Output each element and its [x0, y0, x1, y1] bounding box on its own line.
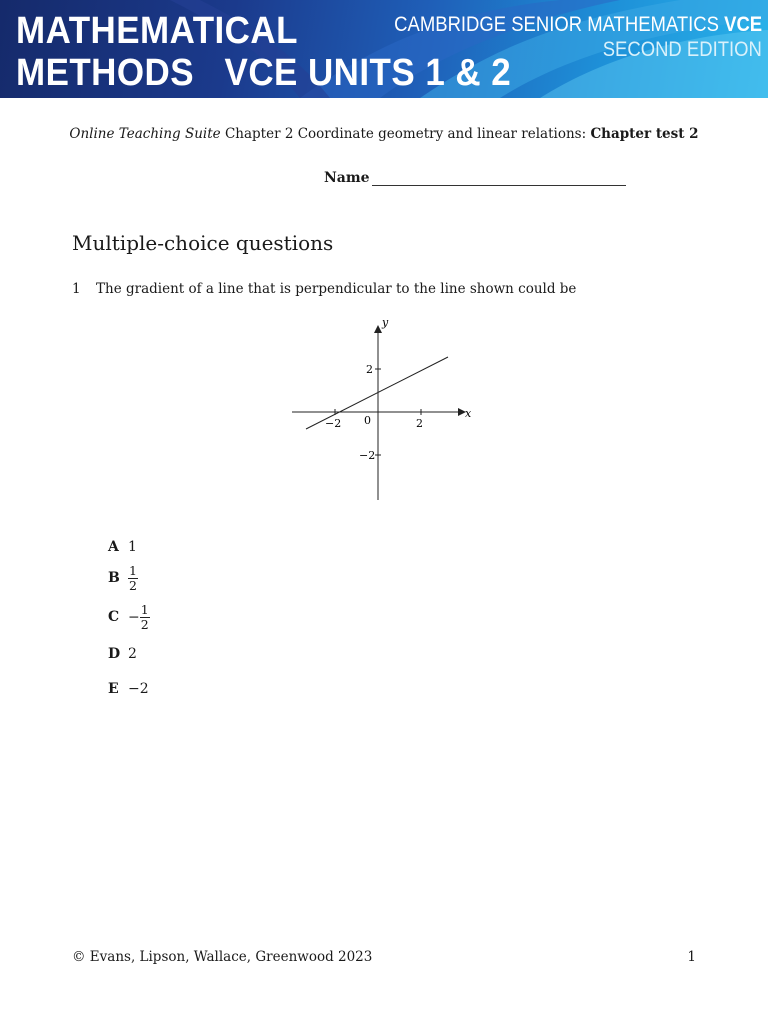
origin-label: 0	[364, 414, 371, 427]
edition-label: SECOND EDITION	[602, 38, 762, 61]
chapter-name: Chapter 2 Coordinate geometry and linear relations:	[224, 126, 587, 142]
question-number: 1	[72, 281, 81, 297]
fraction-numerator: 1	[129, 563, 137, 578]
option-e[interactable]	[108, 681, 149, 697]
option-sign: −	[128, 609, 140, 626]
series-prefix: CAMBRIDGE SENIOR MATHEMATICS	[394, 13, 719, 36]
suite-name: Online Teaching Suite	[69, 126, 221, 142]
y-tick-label-2: 2	[366, 363, 373, 376]
x-axis-label: x	[465, 407, 472, 420]
name-label: Name	[324, 170, 370, 186]
option-fraction	[140, 603, 150, 632]
option-letter: A	[108, 539, 119, 555]
option-letter: D	[108, 646, 121, 662]
series-title	[394, 13, 762, 36]
copyright-notice: © Evans, Lipson, Wallace, Greenwood 2023	[72, 949, 373, 965]
option-fraction	[128, 564, 138, 593]
coordinate-graph	[288, 312, 478, 504]
banner	[0, 0, 768, 98]
option-c[interactable]	[108, 603, 150, 632]
y-axis-arrow	[374, 325, 382, 333]
option-letter: E	[108, 681, 119, 697]
option-value: −2	[128, 681, 149, 697]
fraction-denominator: 2	[129, 577, 137, 593]
chapter-header	[0, 126, 768, 142]
option-letter: C	[108, 609, 120, 626]
section-title: Multiple-choice questions	[72, 231, 334, 255]
fraction-numerator: 1	[140, 602, 149, 617]
question-text: The gradient of a line that is perpendicular to the line shown could be	[96, 281, 577, 297]
x-tick-label-2: 2	[416, 417, 423, 430]
option-letter: B	[108, 570, 120, 587]
option-value: 1	[128, 539, 137, 555]
name-field	[324, 170, 370, 186]
option-b[interactable]	[108, 564, 138, 593]
name-blank-line	[372, 185, 626, 186]
page-number: 1	[687, 949, 696, 965]
y-axis-label: y	[382, 316, 389, 329]
option-value: 2	[128, 646, 137, 662]
option-d[interactable]	[108, 646, 137, 662]
option-a[interactable]	[108, 539, 137, 555]
y-tick-label-neg2: −2	[359, 449, 376, 462]
series-suffix: VCE	[723, 13, 762, 36]
test-name: Chapter test 2	[590, 126, 699, 142]
fraction-denominator: 2	[140, 616, 149, 632]
x-tick-label-neg2: −2	[325, 417, 342, 430]
banner-title-line1: MATHEMATICAL	[16, 10, 298, 52]
banner-title-line2: METHODS VCE UNITS 1 & 2	[16, 52, 512, 94]
